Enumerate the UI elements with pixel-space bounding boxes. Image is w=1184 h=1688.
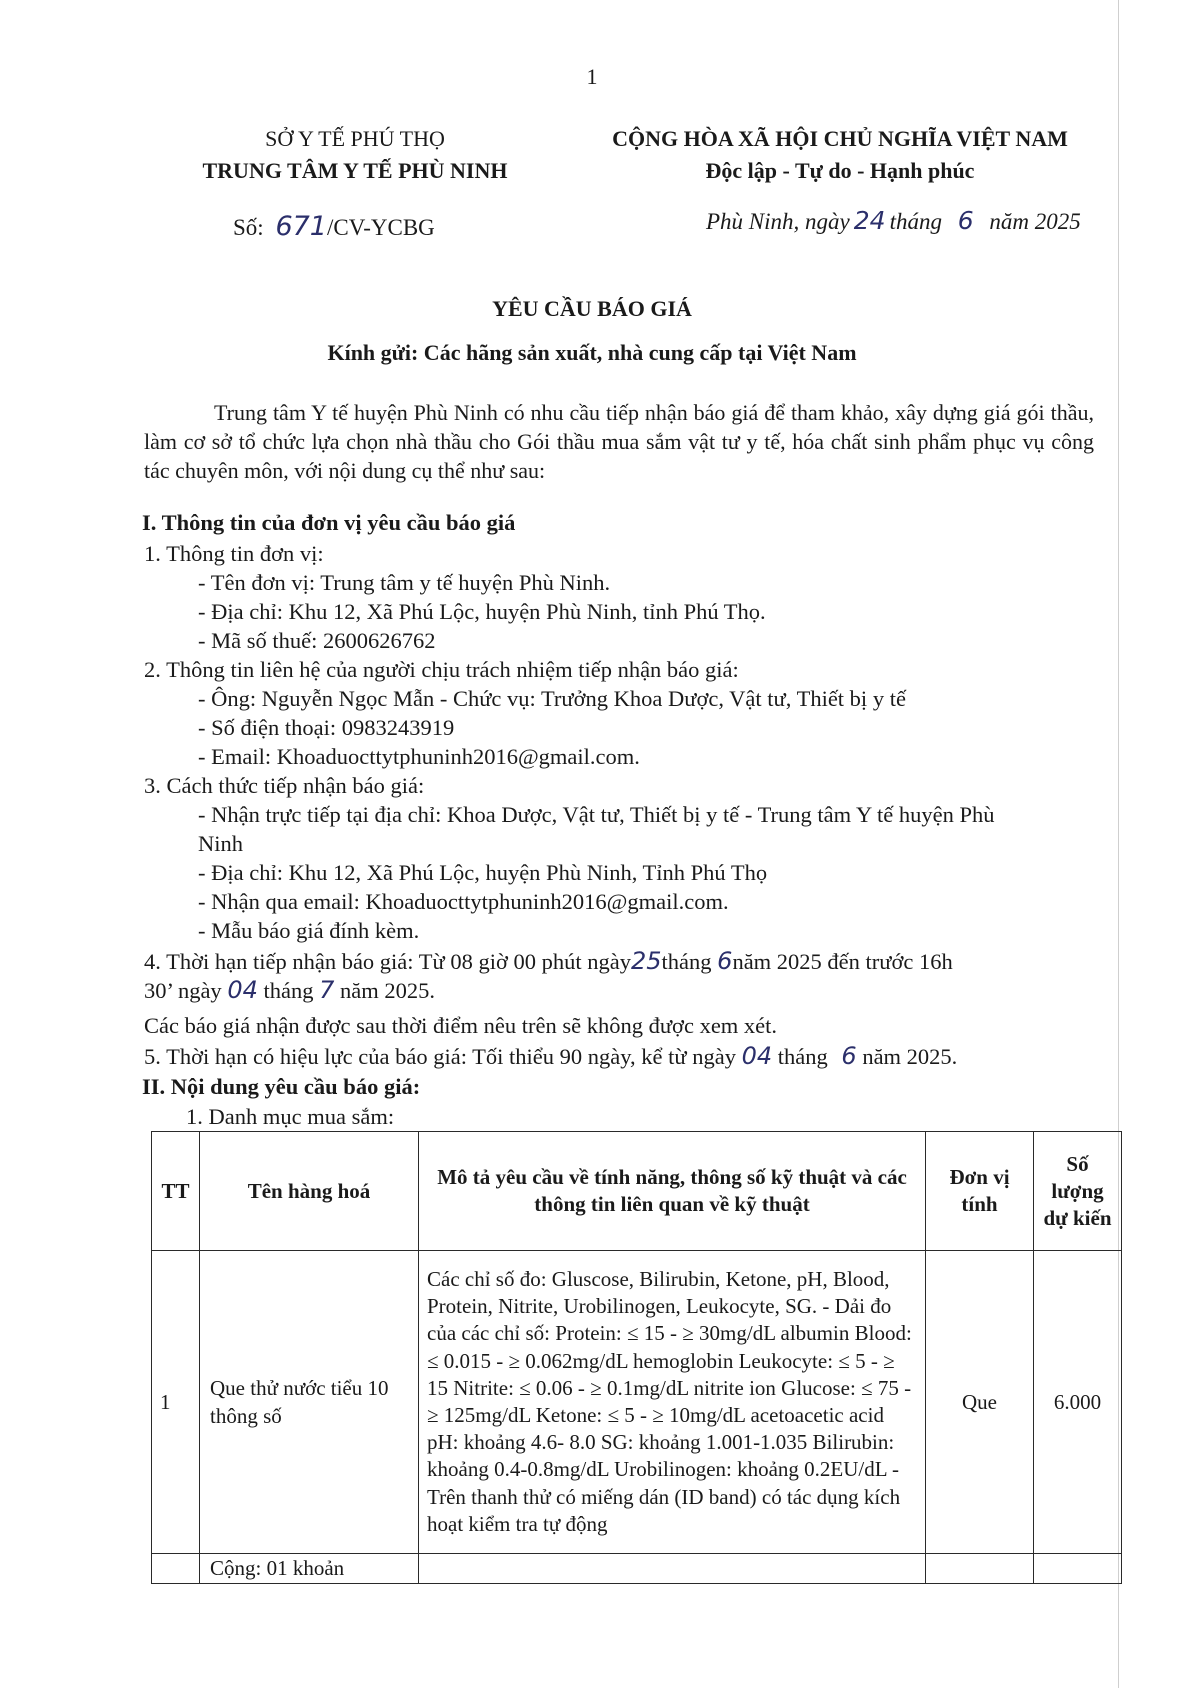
so-suffix: /CV-YCBG bbox=[326, 215, 435, 240]
header-so-luong: Số lượng dự kiến bbox=[1034, 1132, 1122, 1251]
item5-text-a: 5. Thời hạn có hiệu lực của báo giá: Tối thiểu 90 ngày, kể từ ngày bbox=[144, 1044, 736, 1069]
date-suffix: năm 2025 bbox=[989, 209, 1081, 234]
s1-dia-chi: - Địa chỉ: Khu 12, Xã Phú Lộc, huyện Phù Ninh, tỉnh Phú Thọ. bbox=[198, 599, 766, 624]
table-row bbox=[152, 1251, 1122, 1554]
item4-text-c: năm 2025 đến trước 16h bbox=[732, 949, 953, 974]
section2-heading: II. Nội dung yêu cầu báo giá: bbox=[142, 1074, 421, 1099]
s1-sdt: - Số điện thoại: 0983243919 bbox=[198, 715, 455, 740]
section1-heading: I. Thông tin của đơn vị yêu cầu báo giá bbox=[142, 510, 516, 535]
intro-text: Trung tâm Y tế huyện Phù Ninh có nhu cầu tiếp nhận báo giá để tham khảo, xây dựng giá gói thầu, làm cơ sở tổ chức lựa chọn nhà thầu cho Gói thầu mua sắm vật tư y tế, hóa chất sinh phẩm phục vụ công tác chuyên môn, với nội dung cụ thể như sau: bbox=[144, 400, 1094, 483]
total-cell-so-luong bbox=[1034, 1554, 1122, 1584]
s1-ten-don-vi: - Tên đơn vị: Trung tâm y tế huyện Phù Ninh. bbox=[198, 570, 611, 595]
header-tt: TT bbox=[152, 1132, 200, 1251]
date-day-handwritten: 24 bbox=[853, 206, 886, 235]
s1-item2: 2. Thông tin liên hệ của người chịu trách nhiệm tiếp nhận báo giá: bbox=[144, 657, 739, 682]
cell-ten-hang-hoa: Que thử nước tiểu 10 thông số bbox=[200, 1251, 419, 1554]
item4-day2-handwritten: 04 bbox=[227, 976, 258, 1004]
item4-text-d: 30’ ngày bbox=[144, 978, 222, 1003]
s1-item4-line1 bbox=[144, 947, 953, 975]
total-cell-don-vi bbox=[926, 1554, 1034, 1584]
intro-paragraph bbox=[144, 398, 1094, 485]
s1-item4-line2 bbox=[144, 976, 435, 1004]
table-header-row bbox=[152, 1132, 1122, 1251]
s1-nhan-truc-tiep-cont: Ninh bbox=[198, 831, 243, 856]
s1-nhan-truc-tiep: - Nhận trực tiếp tại địa chỉ: Khoa Dược, Vật tư, Thiết bị y tế - Trung tâm Y tế huyện Phù bbox=[198, 802, 995, 827]
item5-month-handwritten: 6 bbox=[841, 1042, 857, 1070]
s1-cac-bao-gia: Các báo giá nhận được sau thời điểm nêu trên sẽ không được xem xét. bbox=[144, 1013, 778, 1038]
s1-ong: - Ông: Nguyễn Ngọc Mẫn - Chức vụ: Trưởng Khoa Dược, Vật tư, Thiết bị y tế bbox=[198, 686, 906, 711]
item5-text-c: năm 2025. bbox=[862, 1044, 958, 1069]
item4-text-b: tháng bbox=[661, 949, 712, 974]
national-title: CỘNG HÒA XÃ HỘI CHỦ NGHĨA VIỆT NAM bbox=[612, 126, 1068, 151]
so-label: Số: bbox=[233, 215, 264, 240]
s1-mau-bao-gia: - Mẫu báo giá đính kèm. bbox=[198, 918, 420, 943]
document-title: YÊU CẦU BÁO GIÁ bbox=[492, 296, 692, 321]
date-prefix: Phù Ninh, ngày bbox=[706, 209, 850, 234]
item4-day1-handwritten: 25 bbox=[630, 947, 662, 975]
s2-item1: 1. Danh mục mua sắm: bbox=[186, 1104, 395, 1129]
national-motto: Độc lập - Tự do - Hạnh phúc bbox=[705, 158, 975, 183]
s1-nhan-email: - Nhận qua email: Khoaduocttytphuninh2016@gmail.com. bbox=[198, 889, 729, 914]
recipient-line: Kính gửi: Các hãng sản xuất, nhà cung cấp tại Việt Nam bbox=[327, 340, 857, 365]
procurement-table bbox=[151, 1131, 1122, 1584]
total-cell-tt bbox=[152, 1554, 200, 1584]
s1-item1: 1. Thông tin đơn vị: bbox=[144, 541, 324, 566]
agency-parent: SỞ Y TẾ PHÚ THỌ bbox=[265, 126, 445, 151]
document-date bbox=[706, 206, 1081, 235]
s1-dia-chi-2: - Địa chỉ: Khu 12, Xã Phú Lộc, huyện Phù Ninh, Tỉnh Phú Thọ bbox=[198, 860, 768, 885]
item5-text-b: tháng bbox=[777, 1044, 828, 1069]
item4-text-f: năm 2025. bbox=[340, 978, 436, 1003]
cell-mo-ta: Các chỉ số đo: Gluscose, Bilirubin, Ketone, pH, Blood, Protein, Nitrite, Urobilinogen, Leukocyte, SG. - Dải đo của các chỉ số: Protein: ≤ 15 - ≥ 30mg/dL albumin Blood: ≤ 0.015 - ≥ 0.062mg/dL hemoglobin Leukocyte: ≤ 5 - ≥ 15 Nitrite: ≤ 0.06 - ≥ 0.1mg/dL nitrite ion Glucose: ≤ 75 - ≥ 125mg/dL Ketone: ≤ 5 - ≥ 10mg/dL acetoacetic acid pH: khoảng 4.6- 8.0 SG: khoảng 1.001-1.035 Bilirubin: khoảng 0.4-0.8mg/dL Urobilinogen: khoảng 0.2EU/dL - Trên thanh thử có miếng dán (ID band) có tác dụng kích hoạt kiểm tra tự động bbox=[419, 1251, 926, 1554]
cell-don-vi: Que bbox=[926, 1251, 1034, 1554]
s1-email: - Email: Khoaduocttytphuninh2016@gmail.com. bbox=[198, 744, 640, 769]
s1-item5 bbox=[144, 1042, 957, 1070]
header-ten-hang-hoa: Tên hàng hoá bbox=[200, 1132, 419, 1251]
item4-text-e: tháng bbox=[263, 978, 314, 1003]
page-number: 1 bbox=[586, 64, 598, 89]
total-cell-mo-ta bbox=[419, 1554, 926, 1584]
header-don-vi: Đơn vị tính bbox=[926, 1132, 1034, 1251]
header-mo-ta: Mô tả yêu cầu về tính năng, thông số kỹ thuật và các thông tin liên quan về kỹ thuật bbox=[419, 1132, 926, 1251]
cell-tt: 1 bbox=[152, 1251, 200, 1554]
document-number bbox=[233, 211, 435, 242]
item4-month2-handwritten: 7 bbox=[319, 976, 335, 1004]
agency-name: TRUNG TÂM Y TẾ PHÙ NINH bbox=[202, 158, 508, 183]
item4-month1-handwritten: 6 bbox=[717, 947, 733, 975]
s1-item3: 3. Cách thức tiếp nhận báo giá: bbox=[144, 773, 425, 798]
total-label: Cộng: 01 khoản bbox=[200, 1554, 419, 1584]
date-mid: tháng bbox=[889, 209, 942, 234]
so-handwritten: 671 bbox=[275, 211, 327, 242]
date-month-handwritten: 6 bbox=[957, 206, 974, 235]
s1-ma-so-thue: - Mã số thuế: 2600626762 bbox=[198, 628, 436, 653]
item4-text-a: 4. Thời hạn tiếp nhận báo giá: Từ 08 giờ 00 phút ngày bbox=[144, 949, 631, 974]
item5-day-handwritten: 04 bbox=[741, 1042, 773, 1070]
cell-so-luong: 6.000 bbox=[1034, 1251, 1122, 1554]
table-total-row bbox=[152, 1554, 1122, 1584]
